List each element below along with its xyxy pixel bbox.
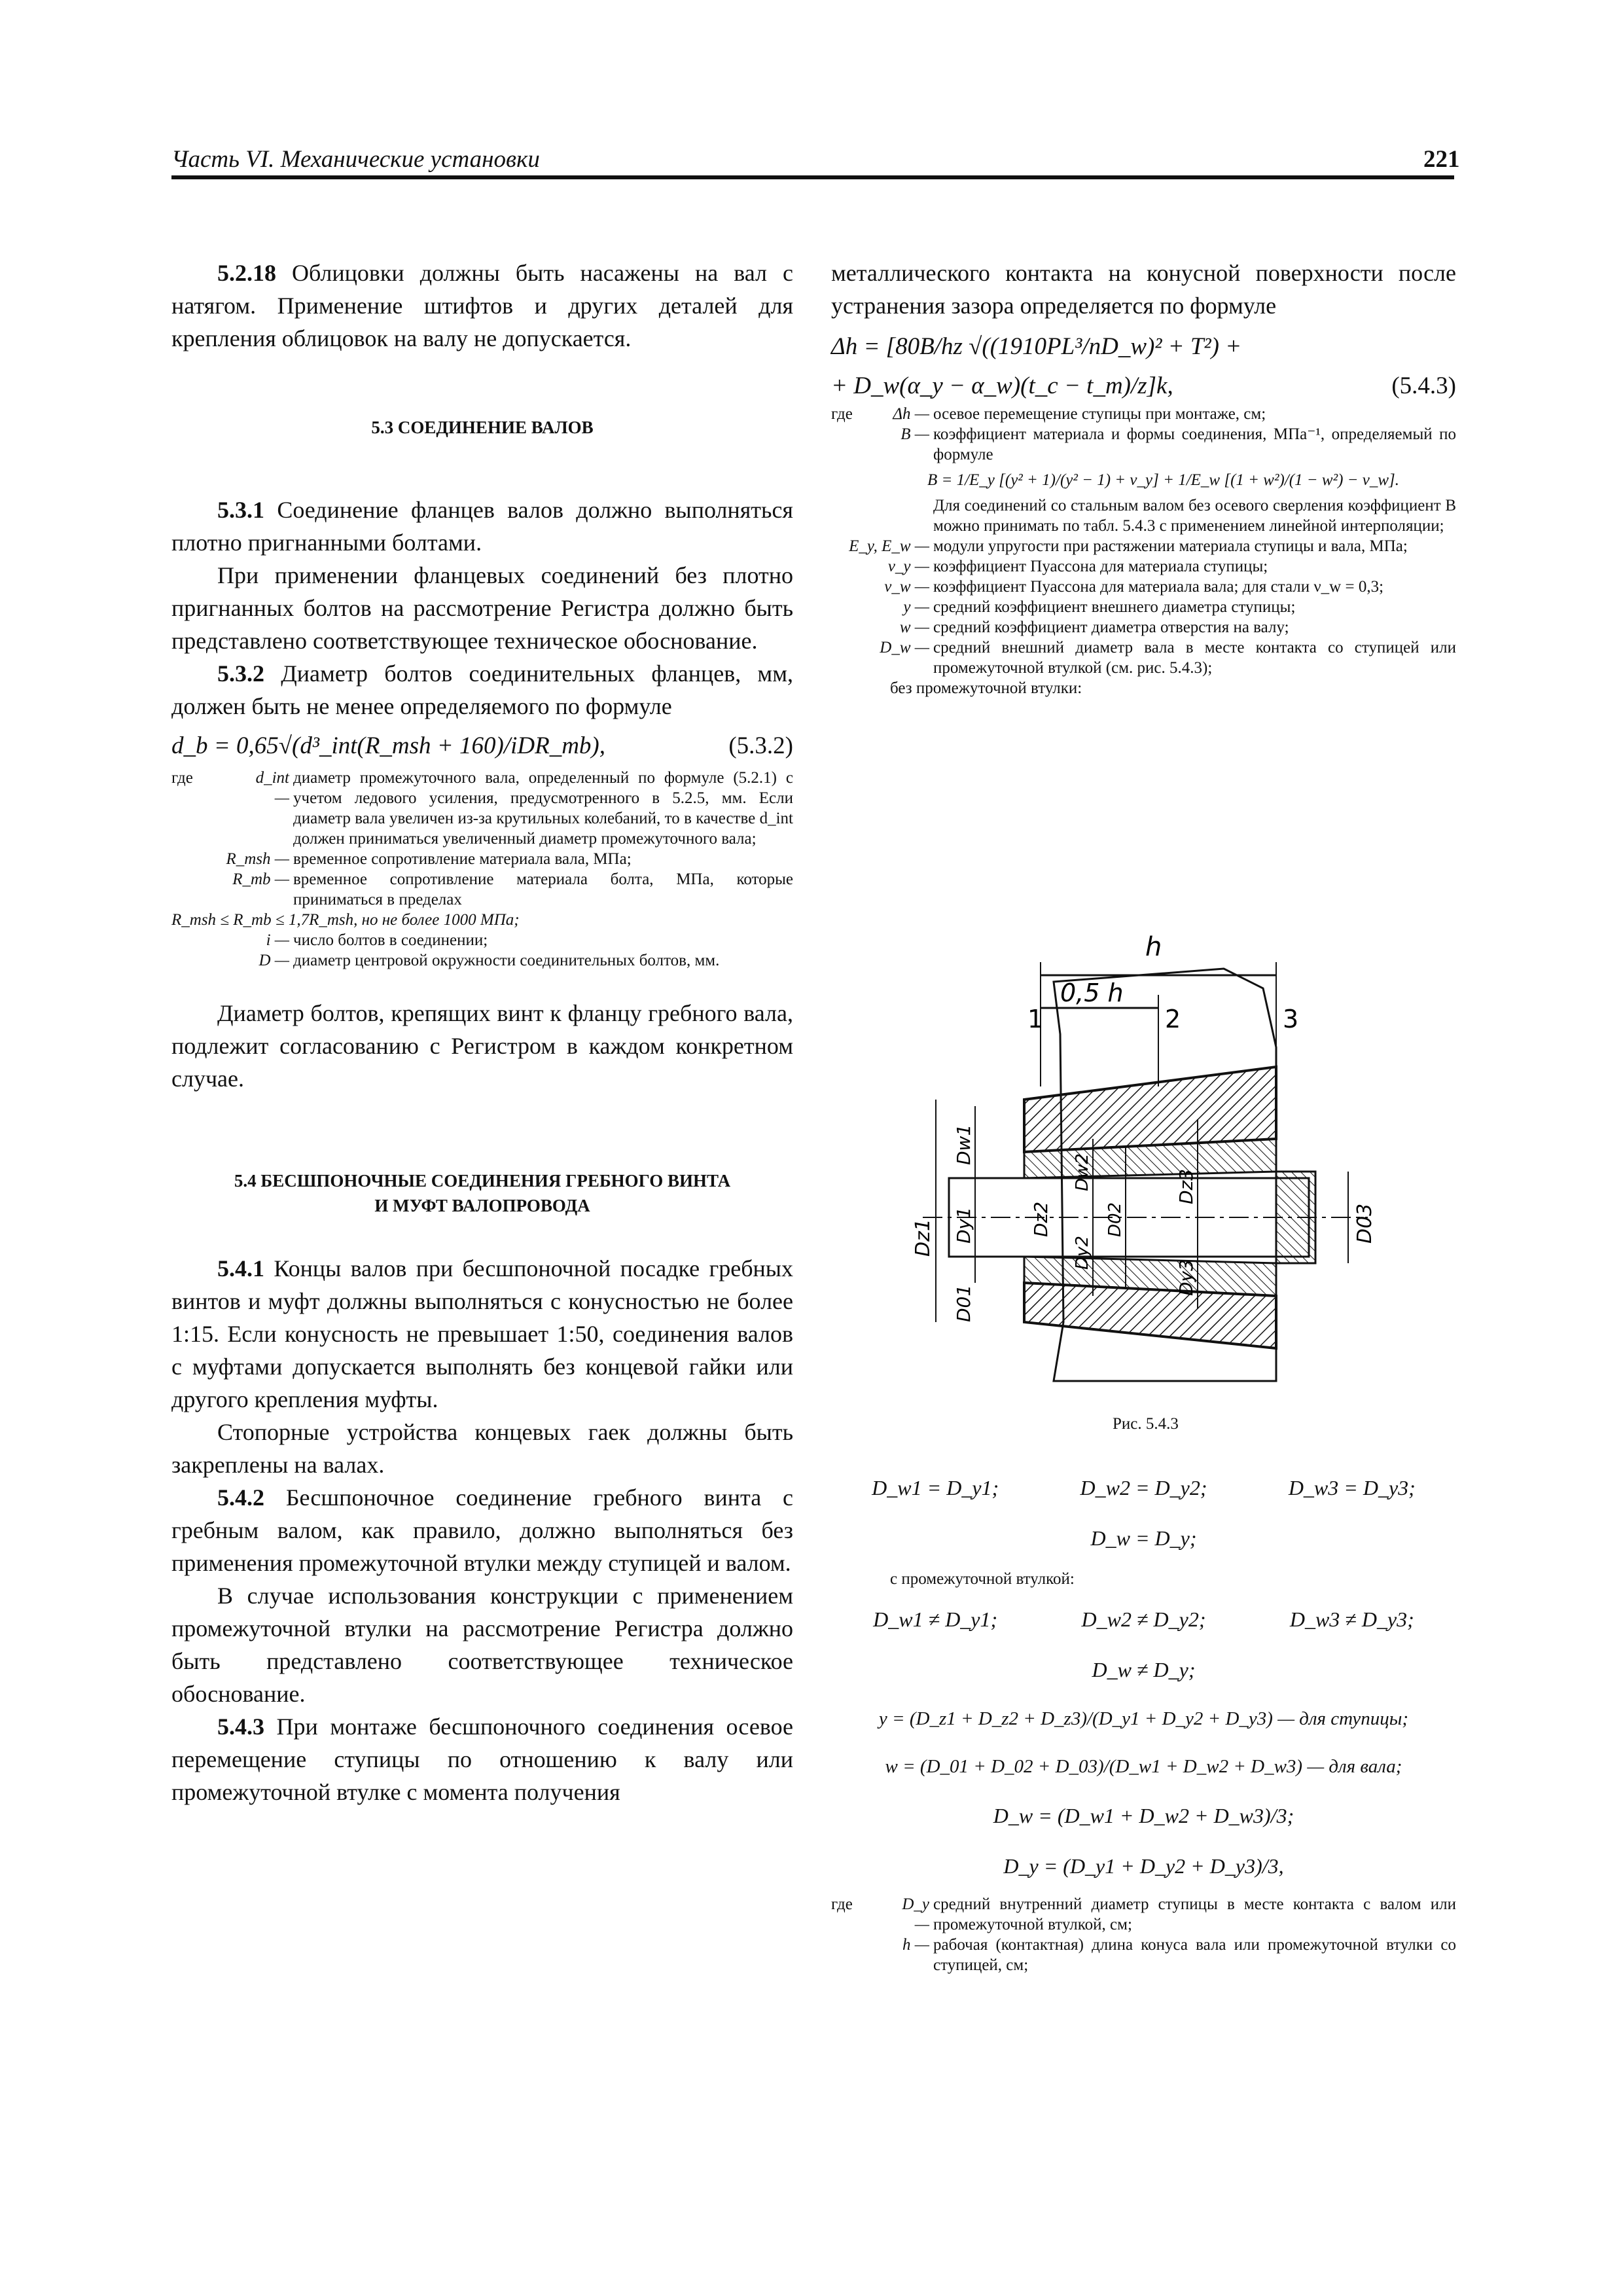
where-term: E_y, E_w —	[849, 537, 929, 555]
eq: D_w2 = D_y2;	[1080, 1476, 1207, 1499]
clause-number: 5.3.2	[217, 660, 264, 687]
where-term: R_msh —	[226, 850, 289, 868]
para-5-3-1	[171, 493, 793, 559]
where-row	[831, 536, 1456, 556]
fig-label-Dy3: Dy3	[1175, 1259, 1197, 1296]
eq-Dy: D_y = (D_y1 + D_y2 + D_y3)/3,	[1003, 1854, 1284, 1878]
where-term: y —	[903, 598, 929, 616]
where-row	[831, 1894, 1456, 1935]
where-row	[831, 617, 1456, 637]
hub-shaft-drawing	[910, 929, 1381, 1401]
eq: D_w ≠ D_y;	[1092, 1658, 1196, 1681]
where-desc: R_msh ≤ R_mb ≤ 1,7R_msh, но не более 1000 МПа;	[171, 911, 520, 929]
where-row	[171, 950, 793, 971]
clause-number: 5.3.1	[217, 497, 264, 523]
fig-label-Dz3: Dz3	[1175, 1168, 1197, 1204]
where-desc: осевое перемещение ступицы при монтаже, см;	[933, 405, 1266, 423]
para-text: Диаметр болтов соединительных фланцев, мм, должен быть не менее определяемого по формуле	[171, 660, 793, 719]
where-desc: диаметр промежуточного вала, определенный по формуле (5.2.1) с учетом ледового усиления, предусмотренного в 5.2.5, мм. Если диаметр вала увеличен из-за крутильных колебаний, то в качестве d_int должен приниматься увеличенный диаметр промежуточного вала;	[293, 769, 793, 848]
eq: D_w3 ≠ D_y3;	[1289, 1607, 1414, 1631]
with-sleeve-label: с промежуточной втулкой:	[890, 1570, 1075, 1588]
where-term: D —	[259, 952, 289, 969]
where-row	[171, 930, 793, 950]
where-row	[831, 556, 1456, 577]
where-row	[171, 849, 793, 869]
fig-label-2: 2	[1165, 1005, 1181, 1033]
where-row	[831, 1935, 1456, 1975]
fig-label-3: 3	[1283, 1005, 1299, 1033]
where-term: B —	[901, 425, 929, 443]
where-desc: число болтов в соединении;	[293, 931, 488, 949]
formula-body: + D_w(α_y − α_w)(t_c − t_m)/z]k,	[831, 372, 1173, 399]
eq-w: w = (D_01 + D_02 + D_03)/(D_w1 + D_w2 + D_w3) — для вала;	[885, 1756, 1402, 1777]
para-5-2-18	[171, 257, 793, 355]
where-term: R_mb —	[232, 870, 289, 888]
where-row	[831, 404, 1456, 424]
fig-label-D01: D01	[953, 1284, 974, 1322]
where-list-5-3-2	[171, 768, 793, 971]
eq: D_w1 = D_y1;	[872, 1476, 999, 1499]
fig-label-1: 1	[1027, 1005, 1044, 1033]
where-row	[171, 869, 793, 910]
page-number: 221	[1423, 146, 1460, 173]
para-text: Бесшпоночное соединение гребного винта с гребным валом, как правило, должно выполняться без применения промежуточной втулки между ступицей и валом.	[171, 1484, 794, 1576]
formula-number: (5.3.2)	[728, 732, 793, 759]
fig-label-Dw2: Dw2	[1073, 1153, 1092, 1191]
where-row	[171, 910, 793, 930]
fig-label-Dy2: Dy2	[1073, 1236, 1092, 1270]
header-rule	[171, 175, 1454, 179]
clause-number: 5.4.1	[217, 1255, 264, 1282]
para-text: При монтаже бесшпоночного соединения осевое перемещение ступицы по отношению к валу или промежуточной втулке с момента получения	[171, 1713, 794, 1805]
where-word: где	[831, 405, 853, 423]
formula-5-4-3-line1: Δh = [80B/hz √((1910PL³/nD_w)² + T²) +	[831, 333, 1242, 360]
fig-label-Dz1: Dz1	[912, 1219, 935, 1257]
eq-Dw: D_w = (D_w1 + D_w2 + D_w3)/3;	[993, 1804, 1294, 1827]
clause-number: 5.4.3	[217, 1713, 264, 1740]
eq: D_w1 ≠ D_y1;	[873, 1607, 998, 1631]
no-sleeve-label: без промежуточной втулки:	[890, 679, 1082, 697]
figure-5-4-3	[910, 929, 1381, 1401]
note-steel: Для соединений со стальным валом без осевого сверления коэффициент B можно принимать по табл. 5.4.3 с применением линейной интерполяции;	[933, 497, 1456, 535]
para-5-3-1b: При применении фланцевых соединений без плотно пригнанных болтов на рассмотрение Регистра должно быть представлено соответствующее техническое обоснование.	[171, 562, 793, 654]
where-term: h —	[902, 1936, 929, 1954]
where-desc: средний коэффициент диаметра отверстия на валу;	[933, 619, 1289, 636]
section-heading-5-4-line1: 5.4 БЕСШПОНОЧНЫЕ СОЕДИНЕНИЯ ГРЕБНОГО ВИНТА	[234, 1171, 731, 1191]
where-word: где	[171, 769, 193, 787]
right-column	[831, 257, 1456, 698]
eq-row-with-sleeve	[831, 1607, 1456, 1632]
where-term: ν_w —	[884, 578, 929, 596]
para-text: Облицовки должны быть насажены на вал с натягом. Применение штифтов и других деталей для крепления облицовок на валу не допускается.	[171, 260, 794, 351]
para-5-4-1b: Стопорные устройства концевых гаек должны быть закреплены на валах.	[171, 1419, 793, 1478]
where-desc: коэффициент Пуассона для материала вала; для стали ν_w = 0,3;	[933, 578, 1384, 596]
where-list-final	[831, 1894, 1456, 1975]
running-header-title: Часть VI. Механические установки	[171, 146, 540, 173]
left-column	[171, 257, 793, 1808]
where-desc: средний внутренний диаметр ступицы в месте контакта с валом или промежуточной втулкой, см;	[933, 1895, 1456, 1933]
para-5-4-3	[171, 1710, 793, 1808]
formula-body: d_b = 0,65√(d³_int(R_msh + 160)/iDR_mb),	[171, 732, 606, 759]
right-lower-block	[831, 1476, 1456, 1975]
fig-label-D03: D03	[1353, 1203, 1376, 1244]
where-desc: средний внешний диаметр вала в месте контакта со ступицей или промежуточной втулкой (см. рис. 5.4.3);	[933, 639, 1456, 677]
fig-label-h: h	[1145, 932, 1162, 962]
para-cont: металлического контакта на конусной поверхности после устранения зазора определяется по формуле	[831, 260, 1456, 319]
formula-5-3-2	[171, 732, 793, 760]
para-text: Соединение фланцев валов должно выполняться плотно пригнанными болтами.	[171, 497, 793, 556]
para-text: Концы валов при бесшпоночной посадке гребных винтов и муфт должны выполняться с конусностью не более 1:15. Если конусность не превышает 1:50, соединения валов с муфтами допускается выполнять без концевой гайки или другого крепления муфты.	[171, 1255, 793, 1412]
where-row	[831, 577, 1456, 597]
section-heading-5-4-line2: И МУФТ ВАЛОПРОВОДА	[374, 1196, 590, 1215]
fig-label-Dz2: Dz2	[1030, 1201, 1052, 1237]
where-desc: диаметр центровой окружности соединительных болтов, мм.	[293, 952, 720, 969]
figure-caption: Рис. 5.4.3	[1113, 1415, 1179, 1433]
fig-label-D02: D02	[1105, 1202, 1125, 1237]
where-desc: рабочая (контактная) длина конуса вала или промежуточной втулки со ступицей, см;	[933, 1936, 1456, 1974]
where-term: d_int —	[255, 769, 289, 807]
para-5-4-1	[171, 1252, 793, 1416]
where-desc: временное сопротивление материала болта, МПа, которые приниматься в пределах	[293, 870, 793, 908]
where-desc: коэффициент материала и формы соединения, МПа⁻¹, определяемый по формуле	[933, 425, 1456, 463]
where-desc: модули упругости при растяжении материала ступицы и вала, МПа;	[933, 537, 1408, 555]
para-5-3-2	[171, 657, 793, 723]
where-desc: средний коэффициент внешнего диаметра ступицы;	[933, 598, 1296, 616]
where-row	[171, 768, 793, 849]
para-5-4-2b: В случае использования конструкции с применением промежуточной втулки на рассмотрение Регистра должно быть представлено соответствующее техническое обоснование.	[171, 1583, 793, 1707]
eq: D_w3 = D_y3;	[1288, 1476, 1416, 1499]
where-desc: коэффициент Пуассона для материала ступицы;	[933, 558, 1268, 575]
formula-B: B = 1/E_y [(y² + 1)/(y² − 1) + ν_y] + 1/E_w [(1 + w²)/(1 − w²) − ν_w].	[927, 471, 1400, 489]
where-row	[831, 637, 1456, 678]
where-desc: временное сопротивление материала вала, МПа;	[293, 850, 632, 868]
where-row	[831, 597, 1456, 617]
fig-label-Dy1: Dy1	[953, 1207, 974, 1244]
formula-5-4-3-line2	[831, 372, 1456, 400]
para-bolts: Диаметр болтов, крепящих винт к фланцу гребного вала, подлежит согласованию с Регистром в каждом конкретном случае.	[171, 1000, 793, 1092]
eq: D_w = D_y;	[1090, 1526, 1197, 1550]
clause-number: 5.4.2	[217, 1484, 264, 1511]
fig-label-Dw1: Dw1	[953, 1124, 974, 1165]
where-term: w —	[899, 619, 929, 636]
eq-row-no-sleeve	[831, 1476, 1456, 1500]
para-5-4-2	[171, 1481, 793, 1579]
eq: D_w2 ≠ D_y2;	[1081, 1607, 1206, 1631]
where-row	[831, 424, 1456, 465]
formula-number: (5.4.3)	[1391, 372, 1456, 399]
where-term: D_y —	[902, 1895, 929, 1933]
fig-label-0-5h: 0,5 h	[1060, 978, 1124, 1007]
section-heading-5-3: 5.3 СОЕДИНЕНИЕ ВАЛОВ	[371, 418, 594, 437]
where-term: i —	[266, 931, 289, 949]
where-list-5-4-3	[831, 404, 1456, 698]
where-term: ν_y —	[887, 558, 929, 575]
where-word: где	[831, 1895, 853, 1913]
where-term: D_w —	[880, 639, 929, 656]
where-term: Δh —	[893, 405, 929, 423]
clause-number: 5.2.18	[217, 260, 276, 286]
eq-y: y = (D_z1 + D_z2 + D_z3)/(D_y1 + D_y2 + D_y3) — для ступицы;	[878, 1708, 1409, 1729]
